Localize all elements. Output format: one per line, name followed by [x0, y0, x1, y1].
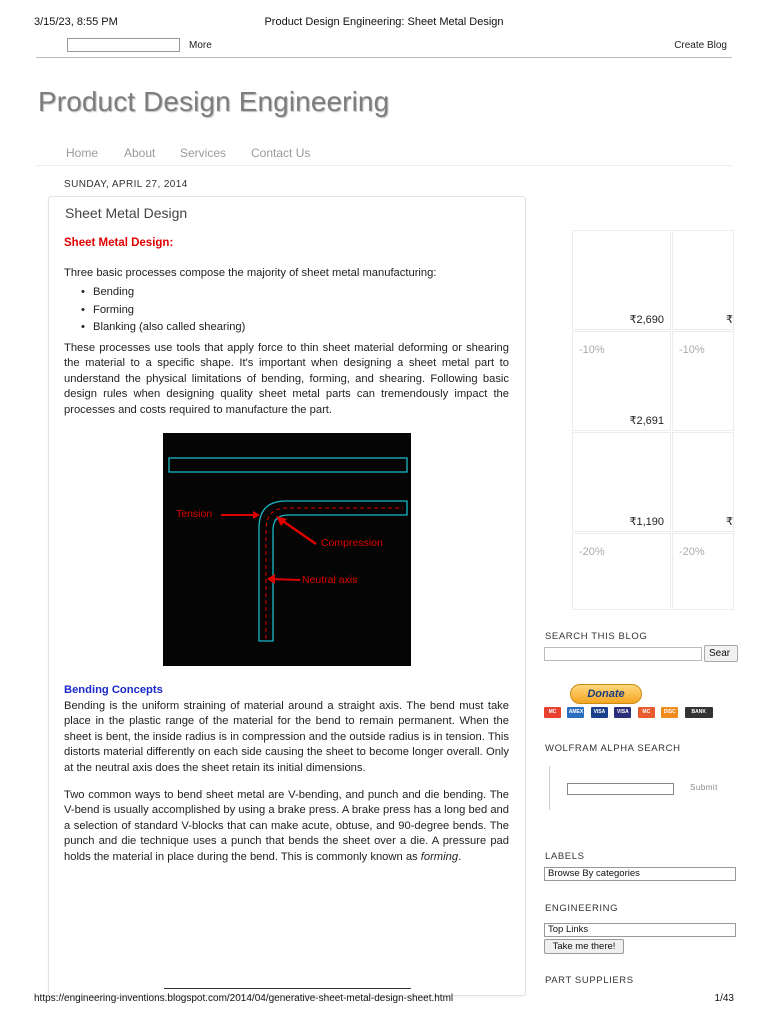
- divider: [549, 766, 550, 810]
- print-title: Product Design Engineering: Sheet Metal Design: [264, 16, 504, 28]
- product-card[interactable]: [672, 533, 734, 610]
- blog-title[interactable]: Product Design Engineering: [38, 86, 390, 117]
- take-me-there-button[interactable]: Take me there!: [544, 939, 624, 954]
- part-suppliers-heading: PART SUPPLIERS: [545, 975, 634, 986]
- bending-diagram-svg: [163, 433, 411, 666]
- product-discount: -10%: [679, 344, 705, 356]
- post-paragraph: These processes use tools that apply force to thin sheet material deforming or shearing the material to a specific shape. It's important when designing a sheet metal part to understand the physical limitations of bending, forming, and shearing. Following basic design rules when designing quality sheet metal parts can tremendously impact the processes and costs required to manufacture the part.: [64, 342, 509, 416]
- product-price: ₹: [726, 516, 733, 528]
- product-price: ₹: [726, 314, 733, 326]
- emphasized-term: forming: [420, 850, 459, 863]
- neutral-axis-arrow-head: [267, 574, 275, 584]
- menu-item-home[interactable]: Home: [66, 146, 99, 160]
- post-paragraph: [64, 788, 509, 865]
- create-blog-link[interactable]: Create Blog: [674, 40, 727, 51]
- print-datetime: 3/15/23, 8:55 PM: [34, 16, 118, 28]
- search-blog-heading: SEARCH THIS BLOG: [545, 631, 648, 642]
- product-card[interactable]: [672, 230, 734, 330]
- compression-label: Compression: [321, 537, 383, 549]
- visa-icon: VISA: [591, 707, 608, 718]
- menu-item-contact-us[interactable]: Contact Us: [251, 146, 311, 160]
- engineering-heading: ENGINEERING: [545, 903, 619, 914]
- compression-arrow: [280, 519, 316, 544]
- product-card[interactable]: [572, 331, 671, 431]
- product-card[interactable]: [572, 432, 671, 532]
- flat-sheet: [169, 458, 407, 472]
- blog-search-input[interactable]: [544, 647, 702, 661]
- post-title[interactable]: Sheet Metal Design: [65, 205, 188, 221]
- section-heading-bending-concepts: Bending Concepts: [64, 684, 163, 696]
- product-discount: -10%: [579, 344, 605, 356]
- product-card[interactable]: [572, 533, 671, 610]
- product-price: ₹1,190: [629, 516, 664, 528]
- mastercard-icon: MC: [544, 707, 561, 718]
- menu-item-about[interactable]: About: [124, 146, 156, 160]
- compression-arrow-head: [276, 516, 287, 526]
- wolfram-input[interactable]: [567, 783, 674, 795]
- product-price: ₹2,690: [629, 314, 664, 326]
- blogger-navbar: [36, 38, 732, 58]
- main-menu: [36, 144, 732, 166]
- page-number: 1/43: [714, 993, 734, 1004]
- paragraph-text: Two common ways to bend sheet metal are V-bending, and punch and die bending. The V-bend is usually accomplished by using a brake press. A brake press has a long bed and a selection of standard V-blocks that can make acute, obtuse, and 90-degree bends. The punch and die technique uses a punch that bends the sheet over a die. A pressure pad holds the material in place during the bend. This is commonly known as: [64, 789, 509, 863]
- labels-heading: LABELS: [545, 851, 585, 862]
- paragraph-text-end: .: [458, 850, 462, 863]
- process-list: [93, 286, 245, 339]
- payment-cards: [544, 707, 715, 719]
- neutral-axis-label: Neutral axis: [302, 574, 358, 586]
- page-url: https://engineering-inventions.blogspot.com/2014/04/generative-sheet-metal-design-sheet.html: [34, 993, 454, 1004]
- discover-icon: DISC: [661, 707, 678, 718]
- labels-select[interactable]: Browse By categories: [544, 867, 736, 881]
- post-paragraph: Bending is the uniform straining of material around a straight axis. The bend must take place in the plastic range of the material for the bend to remain permanent. When the sheet is bent, the inside radius is in compression and the outside radius is in tension. This distorts material differently on each side causing the sheet to become longer overall. Only at the neutral axis does the sheet retain its initial dimensions.: [64, 700, 509, 774]
- product-price: ₹2,691: [629, 415, 664, 427]
- amex-icon: AMEX: [567, 707, 584, 718]
- tension-label: Tension: [176, 508, 213, 520]
- bending-diagram: [163, 433, 411, 666]
- list-item: • Forming: [93, 304, 245, 322]
- neutral-axis-arrow: [271, 579, 300, 580]
- visa-electron-icon: VISA: [614, 707, 631, 718]
- maestro-icon: MC: [638, 707, 655, 718]
- tension-arrow-head: [253, 511, 260, 519]
- product-card[interactable]: [572, 230, 671, 330]
- navbar-more-link[interactable]: More: [189, 40, 212, 51]
- list-item: • Bending: [93, 286, 245, 304]
- list-item: • Blanking (also called shearing): [93, 321, 245, 339]
- donate-button[interactable]: Donate: [570, 684, 642, 704]
- navbar-search-input[interactable]: [67, 38, 180, 52]
- wolfram-submit-button[interactable]: Submit: [690, 783, 718, 792]
- post-subtitle: Sheet Metal Design:: [64, 237, 174, 249]
- product-card[interactable]: [672, 331, 734, 431]
- wolfram-heading: WOLFRAM ALPHA SEARCH: [545, 743, 681, 754]
- product-discount: -20%: [679, 546, 705, 558]
- product-ad-grid: [572, 230, 734, 610]
- engineering-select[interactable]: Top Links: [544, 923, 736, 937]
- post-intro: Three basic processes compose the majority of sheet metal manufacturing:: [64, 267, 437, 279]
- divider: [164, 988, 411, 989]
- bank-icon: BANK: [685, 707, 713, 718]
- print-footer: [0, 993, 768, 1007]
- post-date: SUNDAY, APRIL 27, 2014: [64, 179, 188, 190]
- product-card[interactable]: [672, 432, 734, 532]
- product-discount: -20%: [579, 546, 605, 558]
- print-header: [0, 16, 768, 30]
- menu-item-services[interactable]: Services: [180, 146, 227, 160]
- blog-search-button[interactable]: Sear: [704, 645, 738, 662]
